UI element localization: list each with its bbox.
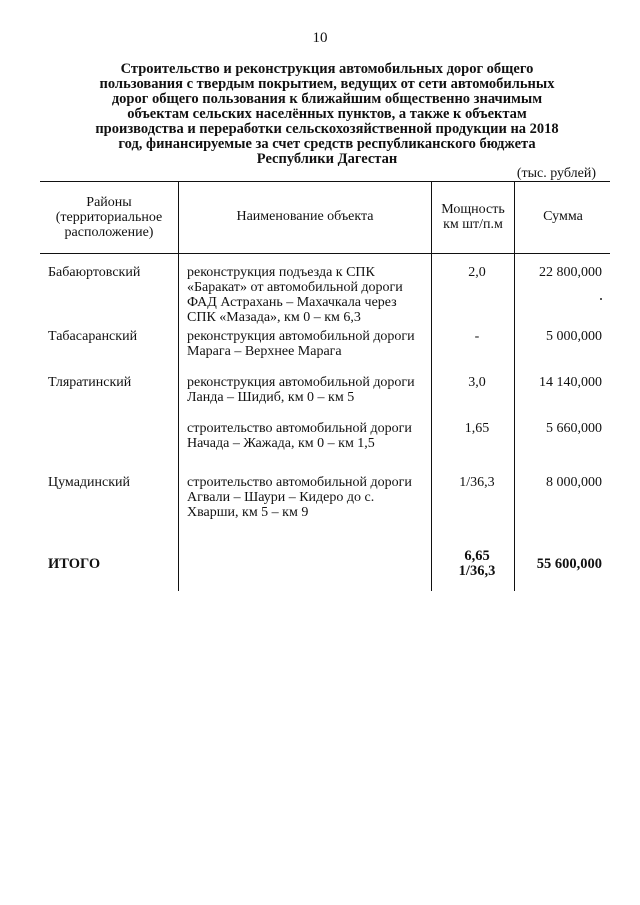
header-object: Наименование объекта [236, 209, 374, 224]
total-label: ИТОГО [48, 556, 101, 572]
header-district: Районы (территориальное расположение) [55, 195, 163, 240]
total-capacity-line1: 6,65 [464, 548, 490, 564]
budget-table [40, 181, 610, 591]
table-row-sum: 22 800,000 [539, 265, 602, 280]
total-capacity-line2: 1/36,3 [458, 563, 496, 579]
table-row-object: реконструкция подъезда к СПК «Баракат» от автомобильной дороги ФАД Астрахань – Махачкала через СПК «Мазада», км 0 – км 6,3 [187, 265, 403, 325]
units-label: (тыс. рублей) [516, 166, 596, 181]
table-row-object: строительство автомобильной дороги Агвали – Шаури – Кидеро до с. Хварши, км 5 – км 9 [187, 475, 412, 520]
table-top-border [40, 181, 610, 182]
column-divider [178, 181, 179, 591]
header-sum: Сумма [543, 209, 583, 224]
table-row-capacity: 1,65 [464, 421, 490, 436]
table-row-object: строительство автомобильной дороги Начада – Жажада, км 0 – км 1,5 [187, 421, 412, 451]
document-title: Строительство и реконструкция автомобильных дорог общего пользования с твердым покрытием, ведущих от сети автомобильных дорог общего пользования к ближайшим общественно значимым объектам сельских населённых пунктов, а также к объектам производства и переработки сельскохозяйственной продукции на 2018 год, финансируемые за счет средств республиканского бюджета Республики Дагестан [95, 61, 559, 167]
table-row-district: Цумадинский [48, 475, 131, 490]
table-row-capacity: 3,0 [468, 375, 486, 390]
table-row-sum: 5 660,000 [546, 421, 602, 436]
table-row-sum: 8 000,000 [546, 475, 602, 490]
page-number: 10 [312, 30, 328, 46]
table-row-sum: 14 140,000 [539, 375, 602, 390]
table-row-capacity: 2,0 [468, 265, 486, 280]
header-capacity: Мощность км шт/п.м [441, 202, 505, 232]
total-sum: 55 600,000 [536, 556, 602, 572]
table-row-object: реконструкция автомобильной дороги Марага – Верхнее Марага [187, 329, 415, 359]
table-row-capacity: - [474, 329, 480, 344]
column-divider [431, 181, 432, 591]
scan-speck [600, 298, 602, 300]
table-row-district: Табасаранский [48, 329, 138, 344]
table-row-object: реконструкция автомобильной дороги Ланда – Шидиб, км 0 – км 5 [187, 375, 415, 405]
table-row-sum: 5 000,000 [546, 329, 602, 344]
table-row-district: Тляратинский [48, 375, 132, 390]
header-bottom-border [40, 253, 610, 254]
table-row-capacity: 1/36,3 [459, 475, 495, 490]
table-row-district: Бабаюртовский [48, 265, 141, 280]
